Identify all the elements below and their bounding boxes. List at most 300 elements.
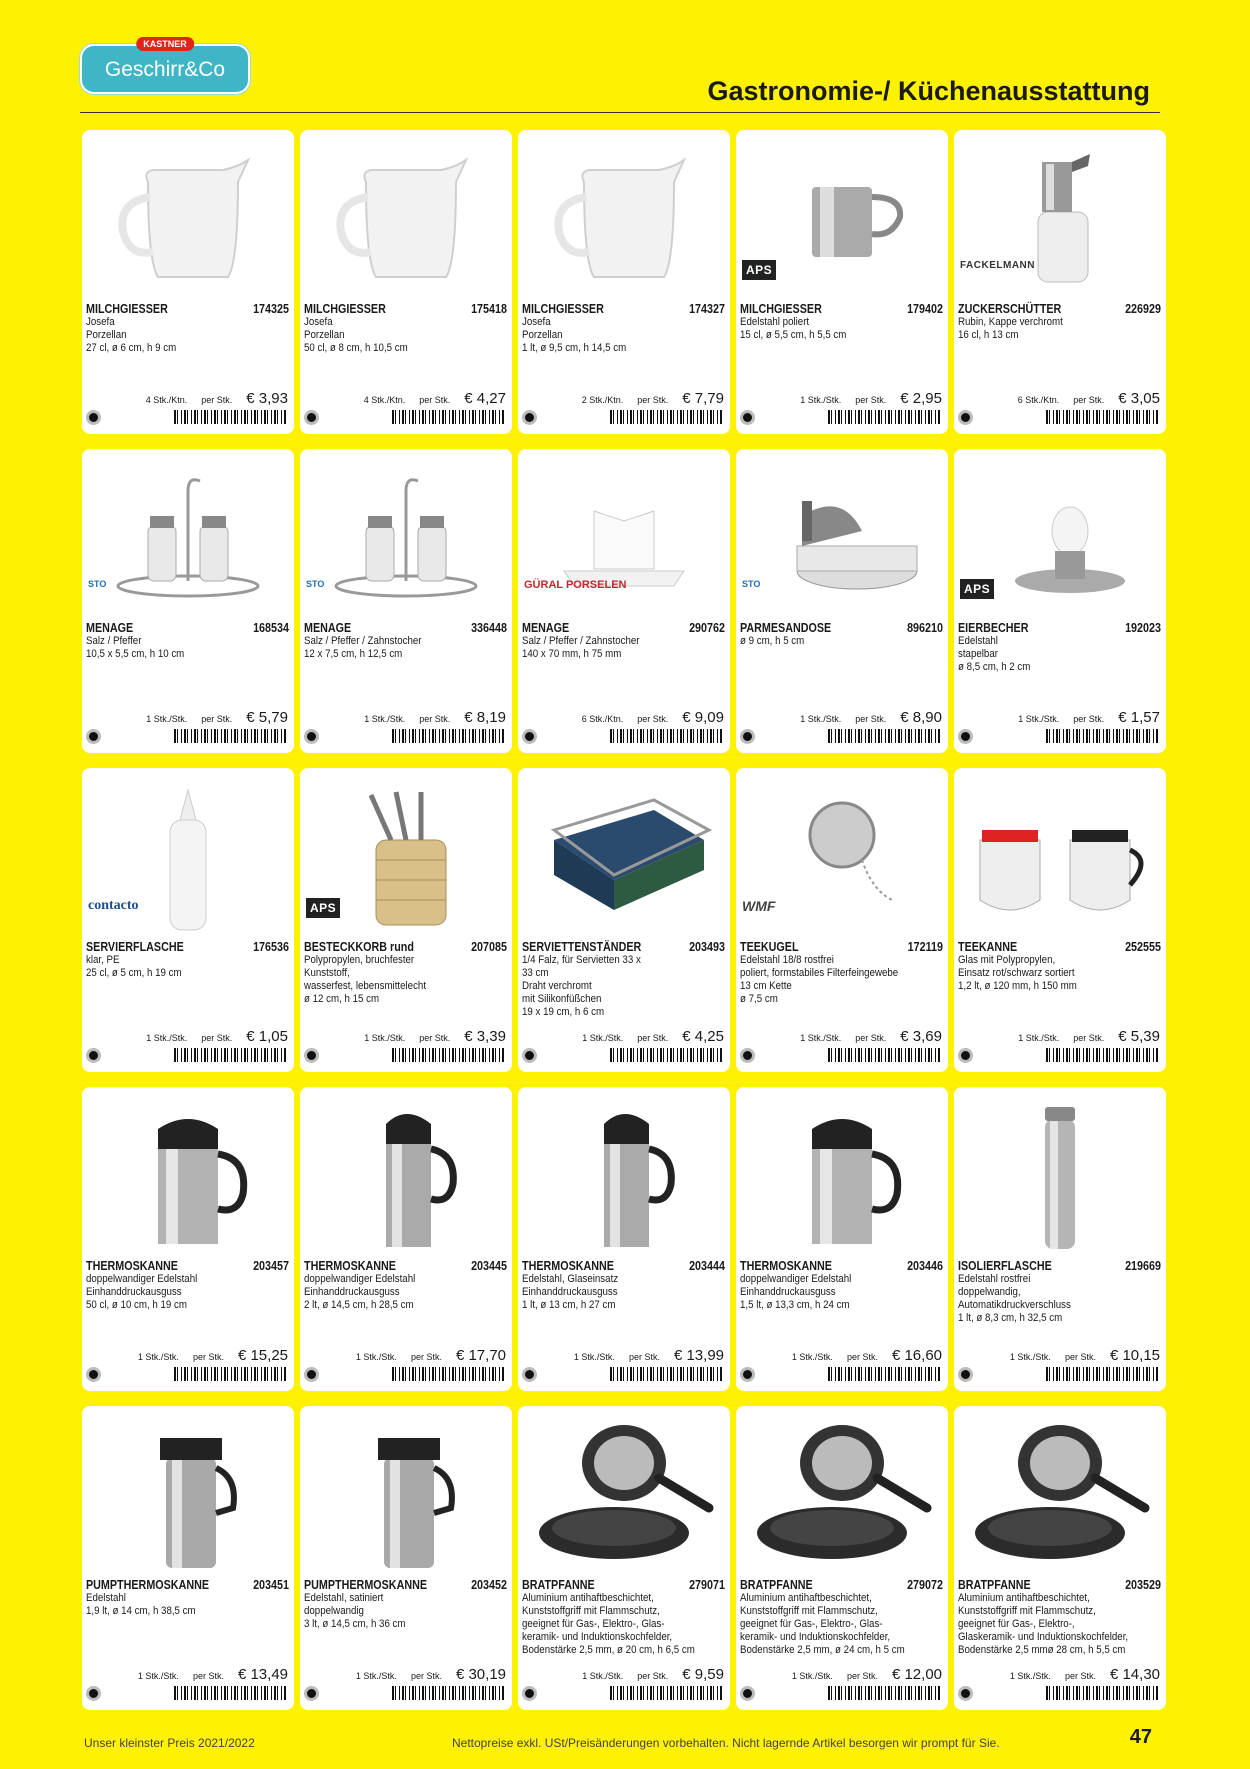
product-card <box>82 1406 294 1710</box>
price-unit: per Stk. <box>192 1671 224 1681</box>
pack-unit: 1 Stk./Stk. <box>800 1033 842 1043</box>
product-name: MENAGE <box>522 621 570 635</box>
product-code: 192023 <box>1125 621 1161 635</box>
product-description <box>86 1592 289 1618</box>
price: € 5,39 <box>1118 1028 1160 1045</box>
product-code: 203446 <box>907 1259 943 1273</box>
description-line: Josefa <box>86 316 115 328</box>
description-line: doppelwandiger Edelstahl <box>740 1273 852 1285</box>
page-title: Gastronomie-/ Küchenausstattung <box>707 76 1150 106</box>
description-line: Edelstahl 18/8 rostfrei <box>740 954 834 966</box>
description-line: Einhanddruckausguss <box>522 1286 618 1298</box>
description-line: 33 cm <box>522 967 549 979</box>
description-line: 15 cl, ø 5,5 cm, h 5,5 cm <box>740 329 847 341</box>
price: € 2,95 <box>900 390 942 407</box>
frying-pan-icon <box>742 1414 942 1572</box>
description-line: ø 9 cm, h 5 cm <box>740 635 805 647</box>
price: € 12,00 <box>891 1666 942 1683</box>
category-disc-icon <box>958 410 973 425</box>
description-line: Kunststoff, <box>304 967 350 979</box>
jug-icon <box>88 138 288 296</box>
description-line: Automatikdruckverschluss <box>958 1299 1071 1311</box>
product-card <box>736 449 948 753</box>
category-disc-icon <box>86 1367 101 1382</box>
price: € 30,19 <box>455 1666 506 1683</box>
product-description <box>86 635 289 661</box>
description-line: 1,9 lt, ø 14 cm, h 38,5 cm <box>86 1605 196 1617</box>
product-name: THERMOSKANNE <box>740 1259 832 1273</box>
description-line: Bodenstärke 2,5 mm, ø 24 cm, h 5 cm <box>740 1644 905 1656</box>
description-line: ø 12 cm, h 15 cm <box>304 993 380 1005</box>
price-unit: per Stk. <box>419 1033 451 1043</box>
barcode-icon <box>610 410 722 424</box>
description-line: Porzellan <box>522 329 563 341</box>
description-line: geeignet für Gas-, Elektro-, Glas- <box>740 1618 883 1630</box>
product-code: 219669 <box>1125 1259 1161 1273</box>
barcode-icon <box>610 729 722 743</box>
price-unit: per Stk. <box>1064 1671 1096 1681</box>
description-line: Einhanddruckausguss <box>740 1286 836 1298</box>
description-line: Aluminium antihaftbeschichtet, <box>740 1592 872 1604</box>
barcode-icon <box>1046 410 1158 424</box>
description-line: stapelbar <box>958 648 998 660</box>
product-code: 179402 <box>907 302 943 316</box>
barcode-icon <box>392 1686 504 1700</box>
barcode-icon <box>174 1686 286 1700</box>
barcode-icon <box>828 1686 940 1700</box>
pack-unit: 1 Stk./Stk. <box>1018 1033 1060 1043</box>
barcode-icon <box>1046 729 1158 743</box>
price-unit: per Stk. <box>846 1671 878 1681</box>
price: € 3,05 <box>1118 390 1160 407</box>
pack-unit: 1 Stk./Stk. <box>146 714 188 724</box>
product-code: 279072 <box>907 1578 943 1592</box>
title-divider <box>80 112 1160 113</box>
price: € 9,59 <box>682 1666 724 1683</box>
barcode-icon <box>392 410 504 424</box>
price: € 7,79 <box>682 390 724 407</box>
product-name: MILCHGIESSER <box>304 302 386 316</box>
product-code: 336448 <box>471 621 507 635</box>
category-disc-icon <box>304 410 319 425</box>
description-line: 1 lt, ø 8,3 cm, h 32,5 cm <box>958 1312 1063 1324</box>
price-unit: per Stk. <box>628 1352 660 1362</box>
cruet-set-icon <box>88 457 288 615</box>
product-card <box>82 449 294 753</box>
brand-label: APS <box>742 260 776 280</box>
product-description <box>522 635 725 661</box>
tall-thermos-icon <box>306 1095 506 1253</box>
price-unit: per Stk. <box>192 1352 224 1362</box>
price-unit: per Stk. <box>855 1033 887 1043</box>
product-name: TEEKANNE <box>958 940 1018 954</box>
product-description <box>304 954 507 1006</box>
product-card <box>954 130 1166 434</box>
description-line: Josefa <box>522 316 551 328</box>
product-description <box>958 316 1161 342</box>
description-line: Kunststoffgriff mit Flammschutz, <box>958 1605 1096 1617</box>
category-disc-icon <box>740 410 755 425</box>
description-line: 3 lt, ø 14,5 cm, h 36 cm <box>304 1618 406 1630</box>
product-description <box>86 1273 289 1312</box>
thermos-jug-icon <box>742 1095 942 1253</box>
pump-pot-icon <box>88 1414 288 1572</box>
description-line: 1 lt, ø 9,5 cm, h 14,5 cm <box>522 342 627 354</box>
frying-pan-icon <box>960 1414 1160 1572</box>
thermos-jug-icon <box>88 1095 288 1253</box>
price-unit: per Stk. <box>846 1352 878 1362</box>
description-line: 13 cm Kette <box>740 980 792 992</box>
pack-unit: 1 Stk./Stk. <box>1018 714 1060 724</box>
category-disc-icon <box>958 729 973 744</box>
price: € 3,39 <box>464 1028 506 1045</box>
jug-icon <box>524 138 724 296</box>
description-line: Edelstahl, Glaseinsatz <box>522 1273 619 1285</box>
page-number: 47 <box>1129 1726 1152 1748</box>
description-line: Aluminium antihaftbeschichtet, <box>522 1592 654 1604</box>
description-line: Glaskeramik- und Induktionskochfelder, <box>958 1631 1129 1643</box>
description-line: 16 cl, h 13 cm <box>958 329 1019 341</box>
description-line: Edelstahl <box>86 1592 126 1604</box>
category-disc-icon <box>522 729 537 744</box>
brand-label: STO <box>306 579 325 589</box>
barcode-icon <box>610 1048 722 1062</box>
product-code: 203451 <box>253 1578 289 1592</box>
description-line: Einsatz rot/schwarz sortiert <box>958 967 1075 979</box>
barcode-icon <box>392 1048 504 1062</box>
price: € 1,05 <box>246 1028 288 1045</box>
description-line: Kunststoffgriff mit Flammschutz, <box>522 1605 660 1617</box>
category-disc-icon <box>86 1048 101 1063</box>
description-line: 1,5 lt, ø 13,3 cm, h 24 cm <box>740 1299 850 1311</box>
barcode-icon <box>174 729 286 743</box>
brand-label: contacto <box>88 898 139 913</box>
product-code: 279071 <box>689 1578 725 1592</box>
category-disc-icon <box>740 1048 755 1063</box>
barcode-icon <box>174 410 286 424</box>
brand-label: FACKELMANN <box>960 260 1035 271</box>
price: € 14,30 <box>1109 1666 1160 1683</box>
pack-unit: 1 Stk./Stk. <box>791 1352 833 1362</box>
description-line: Bodenstärke 2,5 mm, ø 20 cm, h 6,5 cm <box>522 1644 695 1656</box>
price-unit: per Stk. <box>855 714 887 724</box>
footer-disclaimer: Nettopreise exkl. USt/Preisänderungen vorbehalten. Nicht lagernde Artikel besorgen wir prompt für Sie. <box>452 1736 1000 1750</box>
pack-unit: 2 Stk./Ktn. <box>581 395 624 405</box>
description-line: 50 cl, ø 8 cm, h 10,5 cm <box>304 342 408 354</box>
product-card <box>736 1087 948 1391</box>
product-code: 290762 <box>689 621 725 635</box>
category-disc-icon <box>522 1686 537 1701</box>
price: € 3,93 <box>246 390 288 407</box>
product-code: 172119 <box>907 940 943 954</box>
pack-unit: 1 Stk./Stk. <box>573 1352 615 1362</box>
product-name: BRATPFANNE <box>522 1578 595 1592</box>
product-card <box>518 130 730 434</box>
category-disc-icon <box>304 1367 319 1382</box>
brand-label: WMF <box>742 898 776 914</box>
price-unit: per Stk. <box>201 714 233 724</box>
pack-unit: 1 Stk./Stk. <box>1009 1352 1051 1362</box>
description-line: ø 7,5 cm <box>740 993 778 1005</box>
product-code: 174325 <box>253 302 289 316</box>
description-line: Salz / Pfeffer / Zahnstocher <box>304 635 422 647</box>
product-name: PUMPTHERMOSKANNE <box>86 1578 210 1592</box>
pack-unit: 1 Stk./Stk. <box>137 1671 179 1681</box>
product-grid <box>82 130 1174 1710</box>
product-card <box>82 768 294 1072</box>
barcode-icon <box>828 1367 940 1381</box>
product-card <box>300 768 512 1072</box>
description-line: Salz / Pfeffer / Zahnstocher <box>522 635 640 647</box>
porcelain-menage-icon <box>524 457 724 615</box>
description-line: doppelwandig <box>304 1605 364 1617</box>
product-name: TEEKUGEL <box>740 940 799 954</box>
product-description <box>740 635 943 648</box>
description-line: Josefa <box>304 316 333 328</box>
description-line: Draht verchromt <box>522 980 592 992</box>
pack-unit: 1 Stk./Stk. <box>355 1671 397 1681</box>
description-line: Edelstahl <box>958 635 998 647</box>
vacuum-flask-icon <box>960 1095 1160 1253</box>
price: € 4,27 <box>464 390 506 407</box>
product-card <box>736 768 948 1072</box>
category-disc-icon <box>304 729 319 744</box>
price: € 3,69 <box>900 1028 942 1045</box>
category-disc-icon <box>740 729 755 744</box>
parmesan-jar-icon <box>742 457 942 615</box>
description-line: Einhanddruckausguss <box>86 1286 182 1298</box>
product-name: THERMOSKANNE <box>304 1259 396 1273</box>
pack-unit: 1 Stk./Stk. <box>364 1033 406 1043</box>
product-description <box>740 954 943 1006</box>
pack-unit: 4 Stk./Ktn. <box>363 395 406 405</box>
product-code: 203493 <box>689 940 725 954</box>
description-line: poliert, formstabiles Filterfeingewebe <box>740 967 899 979</box>
product-code: 203457 <box>253 1259 289 1273</box>
description-line: 140 x 70 mm, h 75 mm <box>522 648 622 660</box>
brand-label: APS <box>306 898 340 918</box>
sugar-dispenser-icon <box>960 138 1160 296</box>
category-disc-icon <box>958 1367 973 1382</box>
price: € 8,19 <box>464 709 506 726</box>
barcode-icon <box>610 1686 722 1700</box>
logo-tag: KASTNER <box>136 37 194 51</box>
product-code: 207085 <box>471 940 507 954</box>
product-name: BESTECKKORB rund <box>304 940 414 954</box>
product-card <box>300 1087 512 1391</box>
barcode-icon <box>174 1367 286 1381</box>
product-code: 203529 <box>1125 1578 1161 1592</box>
category-disc-icon <box>86 729 101 744</box>
brand-label: STO <box>88 579 107 589</box>
barcode-icon <box>828 729 940 743</box>
product-description <box>304 635 507 661</box>
category-disc-icon <box>958 1686 973 1701</box>
price-unit: per Stk. <box>419 395 451 405</box>
description-line: mit Silikonfüßchen <box>522 993 602 1005</box>
product-name: EIERBECHER <box>958 621 1029 635</box>
product-code: 203445 <box>471 1259 507 1273</box>
description-line: doppelwandiger Edelstahl <box>304 1273 416 1285</box>
cruet-set-icon <box>306 457 506 615</box>
product-name: MENAGE <box>304 621 352 635</box>
product-description <box>522 1273 725 1312</box>
price-unit: per Stk. <box>410 1671 442 1681</box>
product-description <box>86 316 289 355</box>
price-unit: per Stk. <box>419 714 451 724</box>
product-name: PUMPTHERMOSKANNE <box>304 1578 428 1592</box>
description-line: 12 x 7,5 cm, h 12,5 cm <box>304 648 403 660</box>
price-unit: per Stk. <box>637 1671 669 1681</box>
description-line: 1,2 lt, ø 120 mm, h 150 mm <box>958 980 1077 992</box>
barcode-icon <box>828 410 940 424</box>
description-line: Rubin, Kappe verchromt <box>958 316 1063 328</box>
product-name: BRATPFANNE <box>740 1578 813 1592</box>
description-line: 25 cl, ø 5 cm, h 19 cm <box>86 967 182 979</box>
barcode-icon <box>392 729 504 743</box>
barcode-icon <box>1046 1686 1158 1700</box>
category-disc-icon <box>304 1686 319 1701</box>
product-code: 203444 <box>689 1259 725 1273</box>
product-code: 175418 <box>471 302 507 316</box>
barcode-icon <box>392 1367 504 1381</box>
napkin-holder-icon <box>524 776 724 934</box>
product-card <box>518 1406 730 1710</box>
tall-thermos-icon <box>524 1095 724 1253</box>
product-card <box>300 130 512 434</box>
pack-unit: 1 Stk./Stk. <box>582 1033 624 1043</box>
product-code: 252555 <box>1125 940 1161 954</box>
product-card <box>736 1406 948 1710</box>
pack-unit: 4 Stk./Ktn. <box>145 395 188 405</box>
description-line: 50 cl, ø 10 cm, h 19 cm <box>86 1299 187 1311</box>
product-name: SERVIERFLASCHE <box>86 940 184 954</box>
product-name: MILCHGIESSER <box>522 302 604 316</box>
description-line: doppelwandig, <box>958 1286 1021 1298</box>
product-code: 226929 <box>1125 302 1161 316</box>
pack-unit: 6 Stk./Ktn. <box>1017 395 1060 405</box>
pack-unit: 1 Stk./Stk. <box>137 1352 179 1362</box>
category-disc-icon <box>522 1048 537 1063</box>
price: € 5,79 <box>246 709 288 726</box>
price: € 1,57 <box>1118 709 1160 726</box>
description-line: Porzellan <box>86 329 127 341</box>
brand-label: APS <box>960 579 994 599</box>
product-name: MILCHGIESSER <box>86 302 168 316</box>
price: € 13,99 <box>673 1347 724 1364</box>
product-card <box>82 1087 294 1391</box>
product-description <box>958 1592 1161 1657</box>
price-unit: per Stk. <box>637 395 669 405</box>
product-card <box>954 768 1166 1072</box>
product-code: 168534 <box>253 621 289 635</box>
product-name: THERMOSKANNE <box>522 1259 614 1273</box>
description-line: Porzellan <box>304 329 345 341</box>
category-disc-icon <box>522 1367 537 1382</box>
product-card <box>954 1087 1166 1391</box>
product-card <box>518 449 730 753</box>
category-disc-icon <box>740 1367 755 1382</box>
product-name: THERMOSKANNE <box>86 1259 178 1273</box>
description-line: Salz / Pfeffer <box>86 635 142 647</box>
price-unit: per Stk. <box>1073 714 1105 724</box>
pack-unit: 1 Stk./Stk. <box>791 1671 833 1681</box>
description-line: geeignet für Gas-, Elektro-, <box>958 1618 1075 1630</box>
product-description <box>958 954 1161 993</box>
price: € 9,09 <box>682 709 724 726</box>
pack-unit: 1 Stk./Stk. <box>800 714 842 724</box>
product-description <box>304 316 507 355</box>
description-line: Einhanddruckausguss <box>304 1286 400 1298</box>
description-line: Aluminium antihaftbeschichtet, <box>958 1592 1090 1604</box>
barcode-icon <box>1046 1367 1158 1381</box>
category-disc-icon <box>304 1048 319 1063</box>
product-code: 174327 <box>689 302 725 316</box>
price-unit: per Stk. <box>1073 1033 1105 1043</box>
description-line: keramik- und Induktionskochfelder, <box>740 1631 891 1643</box>
product-description <box>304 1592 507 1631</box>
footer-note: Unser kleinster Preis 2021/2022 <box>84 1736 255 1750</box>
description-line: Edelstahl rostfrei <box>958 1273 1031 1285</box>
product-name: SERVIETTENSTÄNDER <box>522 940 642 954</box>
description-line: Polypropylen, bruchfester <box>304 954 415 966</box>
description-line: wasserfest, lebensmittelecht <box>304 980 427 992</box>
price: € 17,70 <box>455 1347 506 1364</box>
barcode-icon <box>610 1367 722 1381</box>
pack-unit: 1 Stk./Stk. <box>146 1033 188 1043</box>
product-code: 896210 <box>907 621 943 635</box>
price-unit: per Stk. <box>637 1033 669 1043</box>
product-description <box>740 1273 943 1312</box>
description-line: 2 lt, ø 14,5 cm, h 28,5 cm <box>304 1299 414 1311</box>
category-disc-icon <box>740 1686 755 1701</box>
description-line: Edelstahl poliert <box>740 316 810 328</box>
product-description <box>86 954 289 980</box>
description-line: 1 lt, ø 13 cm, h 27 cm <box>522 1299 616 1311</box>
description-line: geeignet für Gas-, Elektro-, Glas- <box>522 1618 665 1630</box>
brand-label: STO <box>742 579 761 589</box>
barcode-icon <box>828 1048 940 1062</box>
pack-unit: 1 Stk./Stk. <box>364 714 406 724</box>
pack-unit: 1 Stk./Stk. <box>800 395 842 405</box>
price-unit: per Stk. <box>201 1033 233 1043</box>
pack-unit: 6 Stk./Ktn. <box>581 714 624 724</box>
pack-unit: 1 Stk./Stk. <box>355 1352 397 1362</box>
category-disc-icon <box>86 1686 101 1701</box>
product-description <box>522 1592 725 1657</box>
product-description <box>958 635 1161 674</box>
description-line: 10,5 x 5,5 cm, h 10 cm <box>86 648 185 660</box>
product-card <box>300 449 512 753</box>
category-disc-icon <box>86 410 101 425</box>
product-name: PARMESANDOSE <box>740 621 832 635</box>
brand-logo <box>80 39 250 94</box>
description-line: 27 cl, ø 6 cm, h 9 cm <box>86 342 177 354</box>
description-line: 19 x 19 cm, h 6 cm <box>522 1006 605 1018</box>
description-line: Kunststoffgriff mit Flammschutz, <box>740 1605 878 1617</box>
product-name: MENAGE <box>86 621 134 635</box>
price: € 4,25 <box>682 1028 724 1045</box>
price-unit: per Stk. <box>855 395 887 405</box>
product-code: 176536 <box>253 940 289 954</box>
brand-label: GÜRAL PORSELEN <box>524 579 627 591</box>
product-card <box>954 449 1166 753</box>
category-disc-icon <box>958 1048 973 1063</box>
product-description <box>522 954 725 1019</box>
pack-unit: 1 Stk./Stk. <box>582 1671 624 1681</box>
barcode-icon <box>174 1048 286 1062</box>
product-card <box>82 130 294 434</box>
